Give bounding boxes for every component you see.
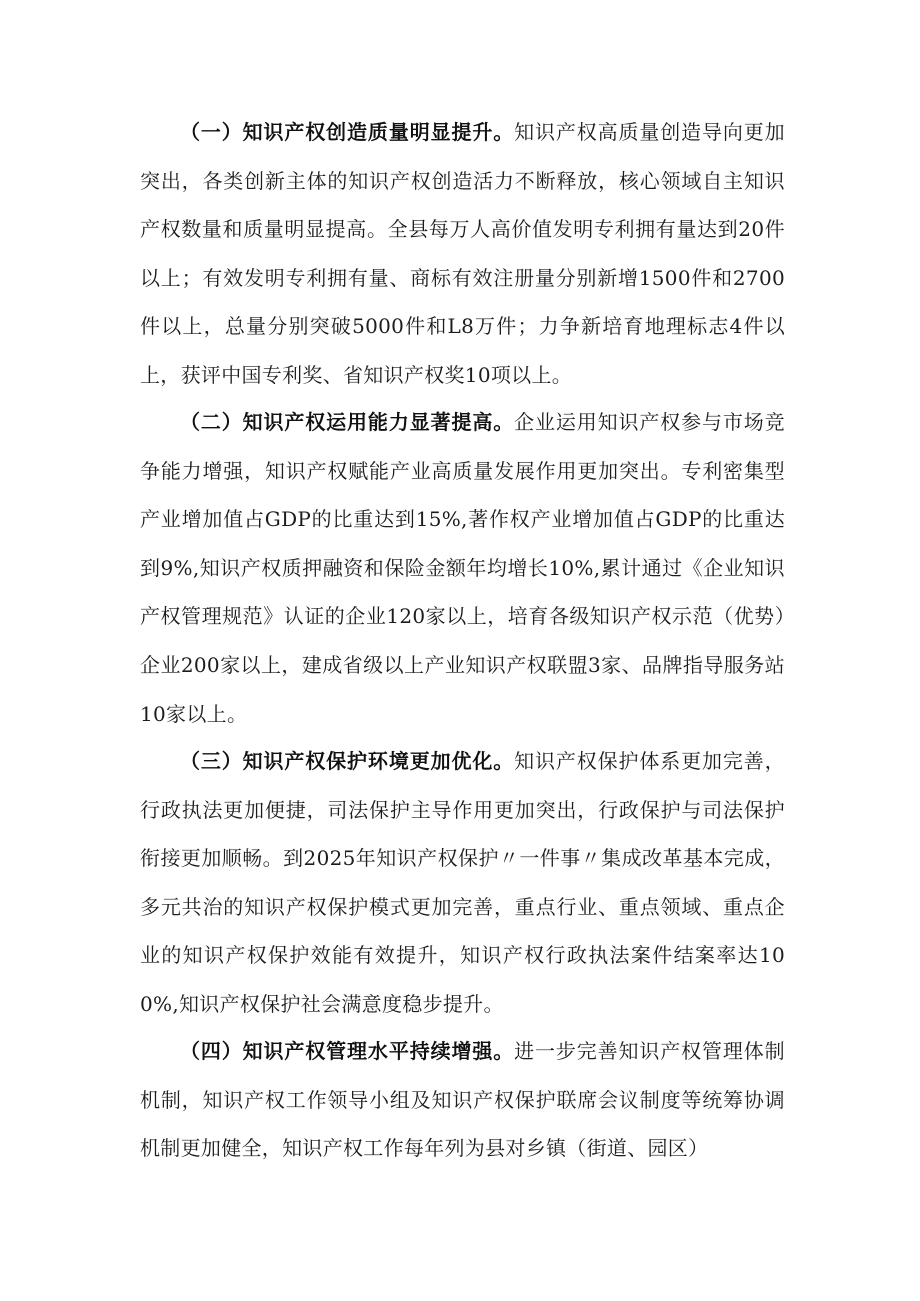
paragraph-heading: （一）知识产权创造质量明显提升。 <box>180 120 515 144</box>
paragraph-body: 知识产权保护体系更加完善，行政执法更加便捷，司法保护主导作用更加突出，行政保护与司法保护衔接更加顺畅。到2025年知识产权保护〃一件事〃集成改革基本完成，多元共治的知识产权保护模式更加完善，重点行业、重点领域、重点企业的知识产权保护效能有效提升，知识产权行政执法案件结案率达100%,知识产权保护社会满意度稳步提升。 <box>140 749 785 1016</box>
paragraph-protection-environment <box>140 737 785 1029</box>
paragraph-body: 知识产权高质量创造导向更加突出，各类创新主体的知识产权创造活力不断释放，核心领域自主知识产权数量和质量明显提高。全县每万人高价值发明专利拥有量达到20件以上；有效发明专利拥有量、商标有效注册量分别新增1500件和2700件以上，总量分别突破5000件和L8万件；力争新培育地理标志4件以上，获评中国专利奖、省知识产权奖10项以上。 <box>140 120 785 387</box>
paragraph-management-level <box>140 1027 785 1173</box>
paragraph-utilization-capability <box>140 398 785 738</box>
paragraph-creation-quality <box>140 108 785 400</box>
paragraph-heading: （四）知识产权管理水平持续增强。 <box>180 1039 515 1063</box>
paragraph-body: 企业运用知识产权参与市场竞争能力增强，知识产权赋能产业高质量发展作用更加突出。专利密集型产业增加值占GDP的比重达到15%,著作权产业增加值占GDP的比重达到9%,知识产权质押融资和保险金额年均增长10%,累计通过《企业知识产权管理规范》认证的企业120家以上，培育各级知识产权示范（优势）企业200家以上，建成省级以上产业知识产权联盟3家、品牌指导服务站10家以上。 <box>140 410 785 726</box>
paragraph-heading: （二）知识产权运用能力显著提高。 <box>180 410 515 434</box>
paragraph-heading: （三）知识产权保护环境更加优化。 <box>180 749 515 773</box>
paragraph-body: 进一步完善知识产权管理体制机制，知识产权工作领导小组及知识产权保护联席会议制度等统筹协调机制更加健全，知识产权工作每年列为县对乡镇（街道、园区） <box>140 1039 785 1161</box>
